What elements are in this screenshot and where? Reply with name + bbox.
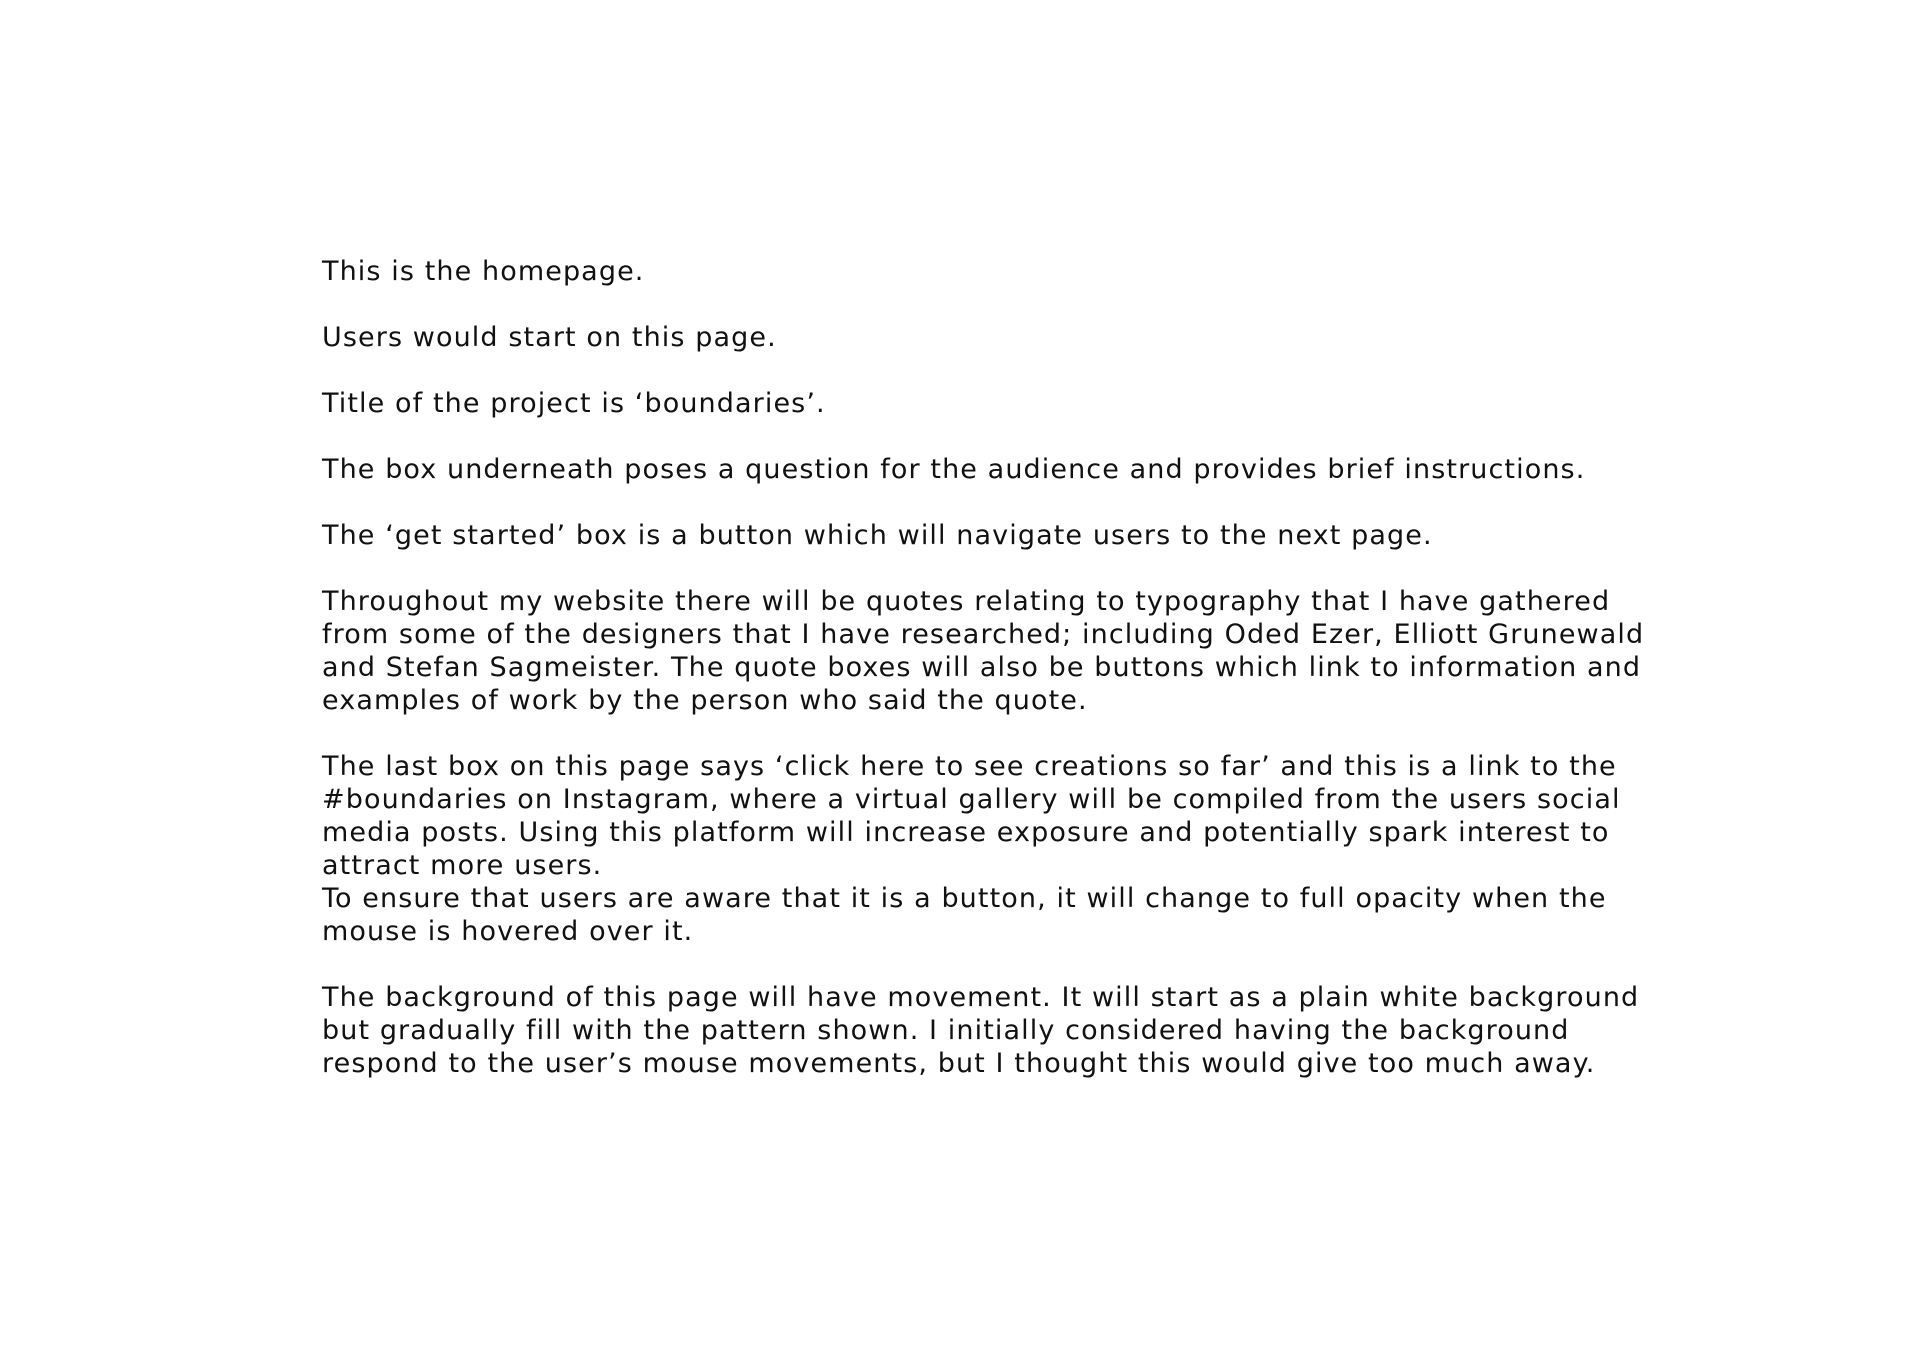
text-line: Title of the project is ‘boundaries’.: [322, 388, 826, 419]
text-line: The last box on this page says ‘click here to see creations so far’ and this is a link to the: [322, 751, 1617, 782]
text-line: examples of work by the person who said the quote.: [322, 685, 1088, 716]
paragraph-start-page: [322, 321, 1622, 354]
text-line: The box underneath poses a question for the audience and provides brief instructions.: [322, 454, 1586, 485]
text-line: but gradually fill with the pattern shown. I initially considered having the background: [322, 1015, 1570, 1046]
text-line: media posts. Using this platform will increase exposure and potentially spark interest to: [322, 817, 1610, 848]
paragraph-get-started: [322, 519, 1622, 552]
paragraph-project-title: [322, 387, 1622, 420]
text-line: from some of the designers that I have researched; including Oded Ezer, Elliott Grunewald: [322, 619, 1645, 650]
text-line: #boundaries on Instagram, where a virtual gallery will be compiled from the users social: [322, 784, 1621, 815]
text-line: respond to the user’s mouse movements, but I thought this would give too much away.: [322, 1048, 1596, 1079]
paragraph-hover-opacity: [322, 882, 1622, 948]
text-line: This is the homepage.: [322, 256, 645, 287]
paragraph-instagram-link: [322, 750, 1622, 882]
text-line: mouse is hovered over it.: [322, 916, 694, 947]
paragraph-quotes: [322, 585, 1645, 717]
text-line: and Stefan Sagmeister. The quote boxes will also be buttons which link to information and: [322, 652, 1642, 683]
document-body: [322, 255, 1645, 1113]
paragraph-homepage: [322, 255, 1622, 288]
text-line: The ‘get started’ box is a button which will navigate users to the next page.: [322, 520, 1433, 551]
paragraph-background-movement: [322, 981, 1640, 1080]
text-line: To ensure that users are aware that it is a button, it will change to full opacity when the: [322, 883, 1607, 914]
text-line: Throughout my website there will be quotes relating to typography that I have gathered: [322, 586, 1611, 617]
text-line: The background of this page will have movement. It will start as a plain white background: [322, 982, 1640, 1013]
text-line: Users would start on this page.: [322, 322, 777, 353]
paragraph-question-box: [322, 453, 1622, 486]
text-line: attract more users.: [322, 850, 603, 881]
